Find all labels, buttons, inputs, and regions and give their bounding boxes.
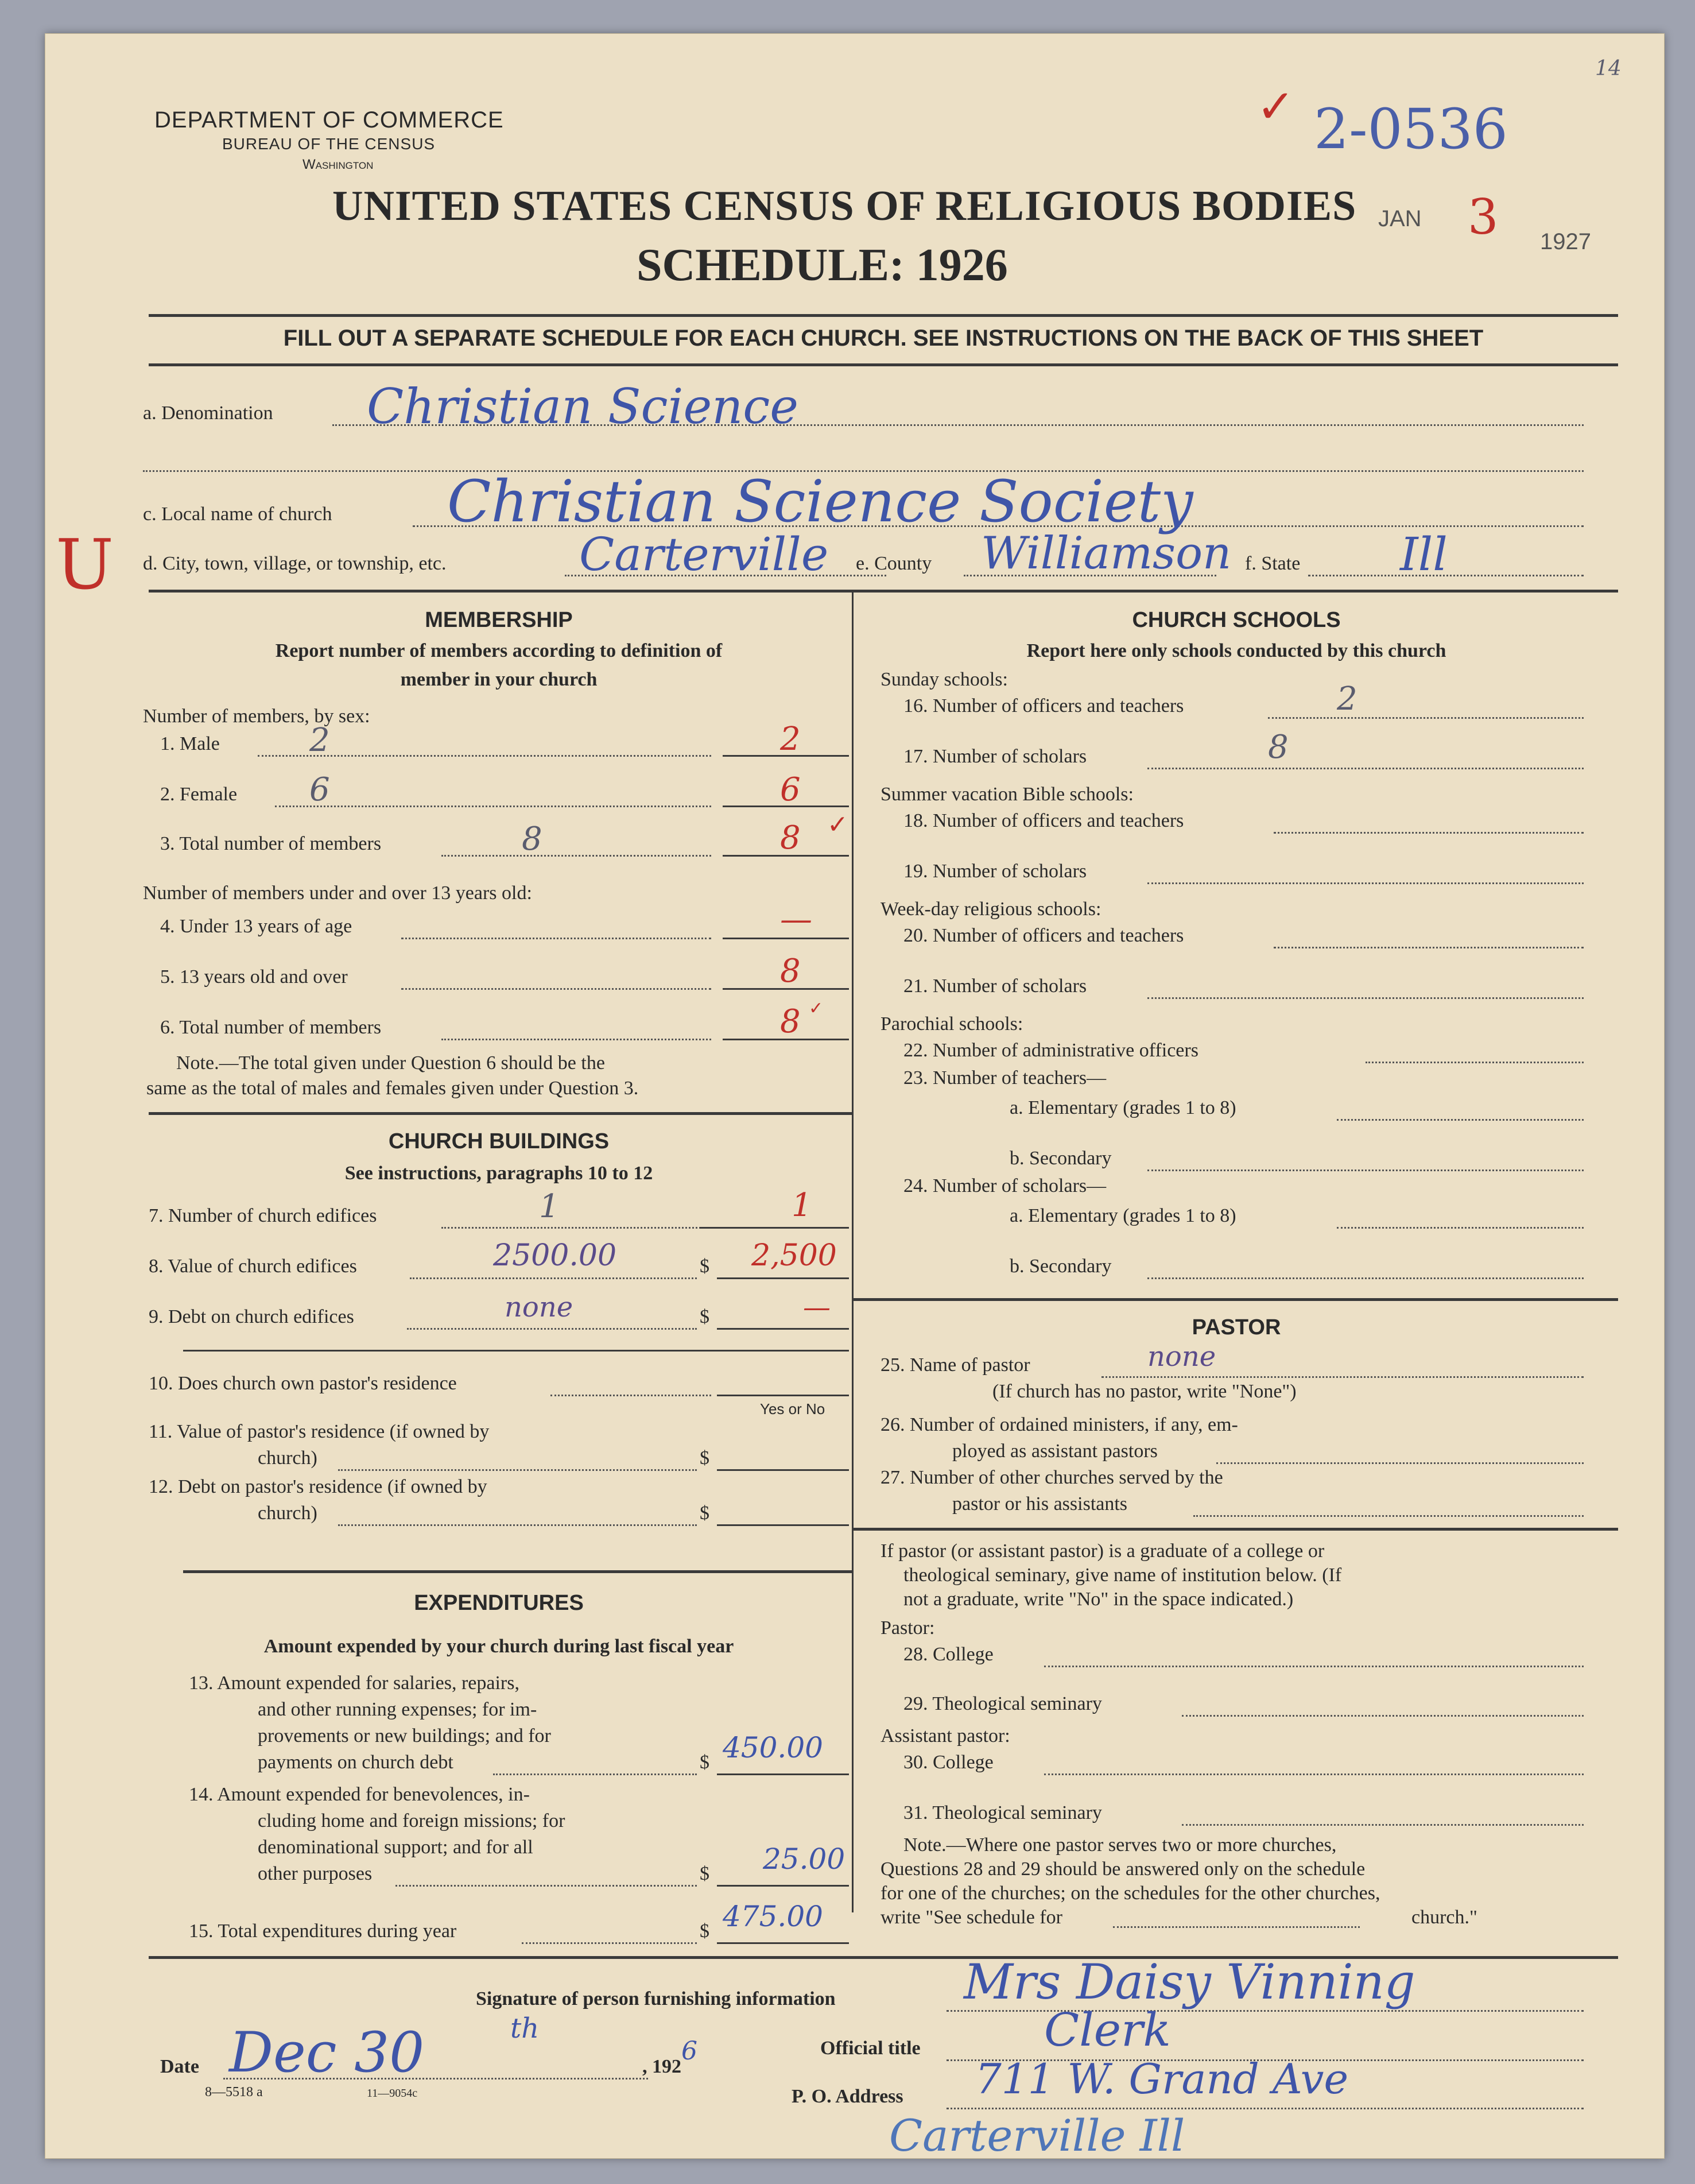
q29-line: [1182, 1715, 1584, 1717]
date-value: Dec 30: [229, 2020, 425, 2085]
po-address-value-line2: Carterville Ill: [889, 2110, 1185, 2161]
file-number: 2-0536: [1314, 97, 1508, 161]
q16-label: 16. Number of officers and teachers: [903, 695, 1184, 717]
q21-label: 21. Number of scholars: [903, 975, 1087, 997]
q12-label-2: church): [258, 1503, 317, 1524]
schools-sub: Report here only schools conducted by this church: [1026, 640, 1446, 661]
q20-label: 20. Number of officers and teachers: [903, 925, 1184, 946]
q31-label: 31. Theological seminary: [903, 1802, 1102, 1823]
q21-line: [1147, 997, 1584, 999]
by-sex-label: Number of members, by sex:: [143, 706, 370, 727]
signature-line: [947, 2010, 1584, 2012]
q6-label: 6. Total number of members: [160, 1017, 382, 1038]
city-value: Carterville: [579, 528, 829, 581]
q13-dollar: $: [700, 1752, 709, 1773]
q17-value: 8: [1268, 729, 1289, 766]
stamp-month: JAN: [1378, 206, 1422, 231]
q10-label: 10. Does church own pastor's residence: [149, 1373, 457, 1394]
year-prefix: , 192: [642, 2056, 681, 2077]
membership-heading: MEMBERSHIP: [425, 608, 573, 632]
q20-line: [1274, 947, 1584, 948]
q12-dollar: $: [700, 1503, 709, 1524]
q6-check-mark: ✓: [809, 998, 824, 1019]
signature-label: Signature of person furnishing information: [476, 1988, 836, 2009]
by-age-label: Number of members under and over 13 years old:: [143, 882, 532, 904]
graduate-line2: theological seminary, give name of institution below. (If: [903, 1565, 1342, 1586]
q15-dollar: $: [700, 1920, 709, 1942]
stamp-year: 1927: [1540, 229, 1591, 254]
denomination-value: Christian Science: [367, 378, 799, 435]
weekday-schools-label: Week-day religious schools:: [881, 899, 1101, 920]
q8-dollar: $: [700, 1256, 709, 1277]
parochial-schools-label: Parochial schools:: [881, 1013, 1023, 1035]
q15-label: 15. Total expenditures during year: [189, 1920, 457, 1942]
city-label: d. City, town, village, or township, etc.: [143, 553, 447, 574]
q16-line: [1268, 717, 1584, 719]
q14-label-3: denominational support; and for all: [258, 1837, 533, 1858]
q14-label-2: cluding home and foreign missions; for: [258, 1810, 565, 1831]
pastor-note-line2: Questions 28 and 29 should be answered only on the schedule: [881, 1858, 1366, 1880]
date-label: Date: [160, 2056, 199, 2077]
membership-sub2: member in your church: [400, 669, 598, 690]
pastor-note-line4: write "See schedule for: [881, 1907, 1062, 1928]
graduate-line3: not a graduate, write "No" in the space indicated.): [903, 1589, 1294, 1610]
q24b-label: b. Secondary: [1010, 1256, 1112, 1277]
q9-label: 9. Debt on church edifices: [149, 1306, 354, 1327]
department-name: DEPARTMENT OF COMMERCE: [154, 107, 504, 133]
q31-line: [1182, 1824, 1584, 1826]
form-number: 8—5518 a: [205, 2085, 263, 2100]
buildings-heading: CHURCH BUILDINGS: [388, 1129, 610, 1153]
membership-sub1: Report number of members according to definition of: [275, 640, 723, 661]
po-address-value-line1: 711 W. Grand Ave: [975, 2055, 1349, 2103]
pastor-subhead: Pastor:: [881, 1617, 935, 1639]
official-title-label: Official title: [820, 2038, 921, 2059]
q15-line: [522, 1942, 697, 1944]
margin-mark: U: [56, 525, 114, 605]
q18-label: 18. Number of officers and teachers: [903, 810, 1184, 831]
expenditures-sub: Amount expended by your church during last fiscal year: [263, 1636, 734, 1657]
q8-pencil-value: 2500.00: [493, 1238, 617, 1273]
schools-heading: CHURCH SCHOOLS: [1132, 608, 1341, 632]
q23a-line: [1337, 1119, 1584, 1121]
q5-line: [401, 988, 711, 990]
expenditures-heading: EXPENDITURES: [414, 1591, 584, 1615]
signature-value: Mrs Daisy Vinning: [964, 1954, 1415, 2010]
pastor-heading: PASTOR: [1192, 1315, 1281, 1339]
identity-rule: [149, 590, 1618, 593]
q17-line: [1147, 768, 1584, 769]
summer-schools-label: Summer vacation Bible schools:: [881, 784, 1134, 805]
q1-pencil-value: 2: [309, 722, 330, 759]
q25-value: none: [1147, 1341, 1216, 1373]
q2-line: [275, 806, 711, 807]
q11-answer-rule: [717, 1469, 849, 1471]
q22-label: 22. Number of administrative officers: [903, 1040, 1198, 1061]
q1-ink-value: 2: [780, 721, 801, 758]
stamp-day: 3: [1468, 189, 1499, 245]
q6-line: [441, 1039, 711, 1040]
church-name-label: c. Local name of church: [143, 504, 332, 525]
q9-pencil-value: none: [505, 1291, 573, 1323]
form-subtitle: SCHEDULE: 1926: [637, 240, 1008, 291]
buildings-rule: [183, 1570, 852, 1573]
q14-value: 25.00: [763, 1842, 845, 1876]
q15-value: 475.00: [723, 1900, 823, 1933]
q13-value: 450.00: [723, 1731, 823, 1764]
q13-label-2: and other running expenses; for im-: [258, 1699, 537, 1720]
q29-label: 29. Theological seminary: [903, 1693, 1102, 1714]
see-schedule-line: [1113, 1926, 1360, 1928]
pastor-rule: [854, 1528, 1618, 1531]
census-form-sheet: [45, 33, 1665, 2159]
red-check-mark: ✓: [1256, 80, 1296, 133]
q19-line: [1147, 882, 1584, 884]
q7-label: 7. Number of church edifices: [149, 1205, 377, 1226]
pastor-note-line5: church.": [1411, 1907, 1477, 1928]
q23a-label: a. Elementary (grades 1 to 8): [1010, 1097, 1236, 1118]
q3-line: [441, 855, 711, 857]
q11-dollar: $: [700, 1447, 709, 1469]
county-value: Williamson: [981, 528, 1232, 579]
membership-note-line2: same as the total of males and females given under Question 3.: [146, 1078, 639, 1099]
q25-note: (If church has no pastor, write "None"): [992, 1381, 1297, 1402]
pastor-note-line1: Note.—Where one pastor serves two or more churches,: [903, 1834, 1337, 1856]
po-address-label: P. O. Address: [792, 2086, 903, 2107]
q5-label: 5. 13 years old and over: [160, 966, 348, 988]
q10-line: [550, 1395, 711, 1396]
q16-value: 2: [1337, 680, 1357, 718]
q28-line: [1044, 1666, 1584, 1667]
graduate-line1: If pastor (or assistant pastor) is a graduate of a college or: [881, 1540, 1325, 1562]
header-rule-top: [149, 314, 1618, 317]
column-divider: [852, 592, 854, 1912]
q19-label: 19. Number of scholars: [903, 861, 1087, 882]
county-label: e. County: [856, 553, 932, 574]
q9-line: [407, 1328, 697, 1330]
q14-label-4: other purposes: [258, 1863, 373, 1884]
q13-answer-rule: [717, 1773, 849, 1775]
q8-line: [410, 1277, 697, 1279]
q4-ink-value: —: [780, 901, 812, 938]
q2-label: 2. Female: [160, 784, 238, 805]
q26-label-1: 26. Number of ordained ministers, if any, em-: [881, 1414, 1238, 1435]
q30-line: [1044, 1773, 1584, 1775]
schools-rule: [854, 1298, 1618, 1301]
buildings-mid-rule: [183, 1350, 849, 1352]
q18-line: [1274, 832, 1584, 834]
state-value: Ill: [1400, 528, 1448, 581]
q3-pencil-value: 8: [522, 820, 542, 858]
q12-answer-rule: [717, 1524, 849, 1526]
date-suffix: th: [510, 2012, 540, 2044]
state-label: f. State: [1245, 553, 1301, 574]
q3-ink-value: 8: [780, 819, 801, 857]
po-address-line: [947, 2108, 1584, 2109]
q13-label-4: payments on church debt: [258, 1752, 453, 1773]
q2-pencil-value: 6: [309, 771, 330, 808]
q24a-line: [1337, 1227, 1584, 1229]
q4-label: 4. Under 13 years of age: [160, 916, 352, 937]
q26-line: [1216, 1462, 1584, 1464]
q27-label-1: 27. Number of other churches served by the: [881, 1467, 1223, 1488]
pastor-note-line3: for one of the churches; on the schedules for the other churches,: [881, 1883, 1380, 1904]
church-name-value: Christian Science Society: [447, 468, 1193, 535]
q11-line: [338, 1469, 697, 1471]
sunday-schools-label: Sunday schools:: [881, 669, 1008, 690]
buildings-sub: See instructions, paragraphs 10 to 12: [344, 1163, 653, 1184]
print-number: 11—9054c: [367, 2087, 418, 2100]
corner-mark: 14: [1595, 57, 1622, 80]
q3-check-mark: ✓: [827, 810, 848, 839]
q12-line: [338, 1524, 697, 1526]
q14-dollar: $: [700, 1863, 709, 1884]
q9-answer-rule: [717, 1328, 849, 1330]
q14-line: [395, 1885, 697, 1887]
q26-label-2: ployed as assistant pastors: [952, 1440, 1158, 1462]
form-title: UNITED STATES CENSUS OF RELIGIOUS BODIES: [332, 183, 1357, 230]
assistant-subhead: Assistant pastor:: [881, 1725, 1010, 1747]
q2-ink-value: 6: [780, 771, 801, 808]
q7-pencil-value: 1: [539, 1188, 560, 1225]
denomination-label: a. Denomination: [143, 402, 273, 424]
membership-note-line1: Note.—The total given under Question 6 should be the: [176, 1052, 605, 1074]
q1-label: 1. Male: [160, 733, 220, 754]
q11-label-2: church): [258, 1447, 317, 1469]
q12-label-1: 12. Debt on pastor's residence (if owned by: [149, 1476, 487, 1497]
form-instruction: FILL OUT A SEPARATE SCHEDULE FOR EACH CHURCH. SEE INSTRUCTIONS ON THE BACK OF THIS SHEET: [283, 326, 1484, 351]
q7-ink-value: 1: [792, 1187, 812, 1224]
q10-answer-rule: [717, 1395, 849, 1396]
official-title-value: Clerk: [1044, 2003, 1171, 2057]
q23-label: 23. Number of teachers—: [903, 1067, 1107, 1089]
q27-label-2: pastor or his assistants: [952, 1493, 1128, 1515]
q13-line: [493, 1773, 697, 1775]
q27-line: [1193, 1515, 1584, 1517]
q8-ink-value: 2,500: [751, 1238, 837, 1273]
q9-dollar: $: [700, 1306, 709, 1327]
q15-answer-rule: [717, 1942, 849, 1944]
q11-label-1: 11. Value of pastor's residence (if owned by: [149, 1421, 490, 1442]
q8-answer-rule: [717, 1277, 849, 1279]
q7-line: [441, 1227, 711, 1229]
q13-label-1: 13. Amount expended for salaries, repairs,: [189, 1672, 519, 1694]
q4-line: [401, 938, 711, 939]
q22-line: [1366, 1062, 1584, 1063]
q17-label: 17. Number of scholars: [903, 746, 1087, 767]
q14-answer-rule: [717, 1885, 849, 1887]
q9-ink-value: —: [803, 1291, 831, 1323]
q7-answer-rule: [700, 1227, 849, 1229]
membership-rule: [149, 1112, 852, 1115]
bureau-name: BUREAU OF THE CENSUS: [222, 135, 436, 153]
q24b-line: [1147, 1277, 1584, 1279]
header-rule-bottom: [149, 363, 1618, 366]
q13-label-3: provements or new buildings; and for: [258, 1725, 551, 1747]
q6-ink-value: 8: [780, 1003, 801, 1040]
q23b-label: b. Secondary: [1010, 1148, 1112, 1169]
q8-label: 8. Value of church edifices: [149, 1256, 357, 1277]
bureau-city: Washington: [302, 157, 374, 172]
q28-label: 28. College: [903, 1644, 994, 1665]
q24-label: 24. Number of scholars—: [903, 1175, 1107, 1196]
q5-ink-value: 8: [780, 952, 801, 990]
q30-label: 30. College: [903, 1752, 994, 1773]
q3-label: 3. Total number of members: [160, 833, 382, 854]
q25-line: [1101, 1376, 1584, 1378]
q24a-label: a. Elementary (grades 1 to 8): [1010, 1205, 1236, 1226]
q25-label: 25. Name of pastor: [881, 1354, 1030, 1376]
q14-label-1: 14. Amount expended for benevolences, in-: [189, 1784, 530, 1805]
q23b-line: [1147, 1170, 1584, 1171]
yes-no-caption: Yes or No: [760, 1400, 825, 1418]
year-digit: 6: [681, 2036, 697, 2066]
